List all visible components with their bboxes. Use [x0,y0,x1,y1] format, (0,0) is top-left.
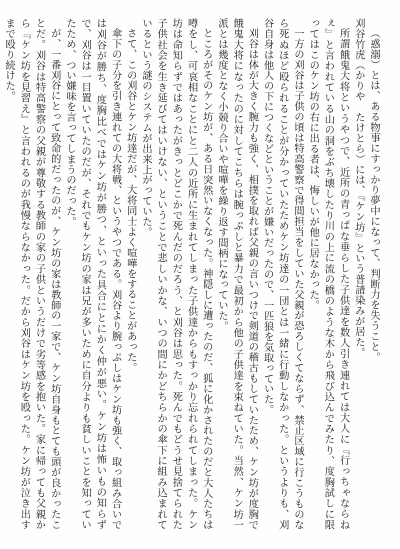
paragraph: 所謂餓鬼大将というやつで、近所の青っぱな垂らした子供達を数人引き連れては大人に『行っちゃならねぇ』と言われている山の洞をぶち壊したり川の上に流の橋のような木から飛び込んでみたり、度胸試しに限ってはこのケン坊の右に出る者は、悔しいが他に居なかった。 [307,18,349,530]
paragraph [0,18,1,530]
paragraph: 一方の刈谷は子供の頃は特高警察で得間担当をしていた父親が恐ろしくてならず、禁止区域に行こうものなら死ぬほど殴られることが分かっていたためケン坊達の一団とは一緒に行動しなかった。というよりも、刈谷自身は他人の下につくなどということが嫌いだったので、一匹狼を気取っていた。 [261,18,303,530]
paragraph: 刈谷は体が大きく腕力も強く、相撲を取れば父親の言いつけで剣道の稽古もしていたため、ケン坊が度胸で餓鬼大将になったのに対してこちらは腕っぷしと暴力で最初から他の子供達を束ねていた。当然、ケン坊一派とは幾度となく小競り合いや喧嘩を繰り返す間柄になっていた。 [215,18,258,530]
paragraph: ところがそのケン坊が、ある日突然いなくなった。神隠しに遭ったのだ、狐に化かされたのだと大人たちは噂をし、可哀相なことにと二人の近所に生まれてしまった子供達からもすっかり忘れられてしまった。ケン坊は命知らずではあったがきっとどこかで死んだのだろう、と刈谷は思った。死んでもどうせ見捨てられた子供社会を生き延びてはいけない、ということで悲しいかな、いつの間にかどちらかの傘下に組み込まれているという謎のシステムが出来上がっていた。 [139,18,212,530]
paragraph: が、一番刈谷にとって致命的だったのが、ケン坊の家は教師の一家で、ケン坊自身もとても頭が良かったことだ。刈谷は特高警察の父親が尊敬する教師の家の子供というだけで劣等感を抱いた。家に帰っても父親から『ケン坊を見習え』と言われるのが我慢ならなかった。だから刈谷はケン坊を殴った。ケン坊が泣き出すまで殴り続けた。 [3,18,60,530]
paragraph: 傘下の子分を引き連れての大将戦、というやつである。刈谷より腕っぷしはケン坊も強く、取っ組み合いでは刈谷が勝ち、度胸比べではケン坊が勝つ、といった具合にとにかく仲が悪い。ケン坊は怖いもの知らずで、刈谷は一目置いていたのだが、それでもケン坊の家は兄が多いために自分よりも貧しいことを知っていたため、つい嫌味を言ってしまうのだった。 [63,18,121,530]
paragraph: 刈谷竹虎（かりや たけとら）には、『ケン坊』という普請染みが居た。 [352,18,364,358]
epigraph-paragraph: （惑溺）とは、ある物事にすっかり夢中になって、判断力を失うこと。 [368,28,379,363]
vertical-text-body [3,18,390,530]
paragraph: さて、この刈谷とケン坊達だが、大将同士よく喧嘩をすることがあった。 [124,28,136,374]
